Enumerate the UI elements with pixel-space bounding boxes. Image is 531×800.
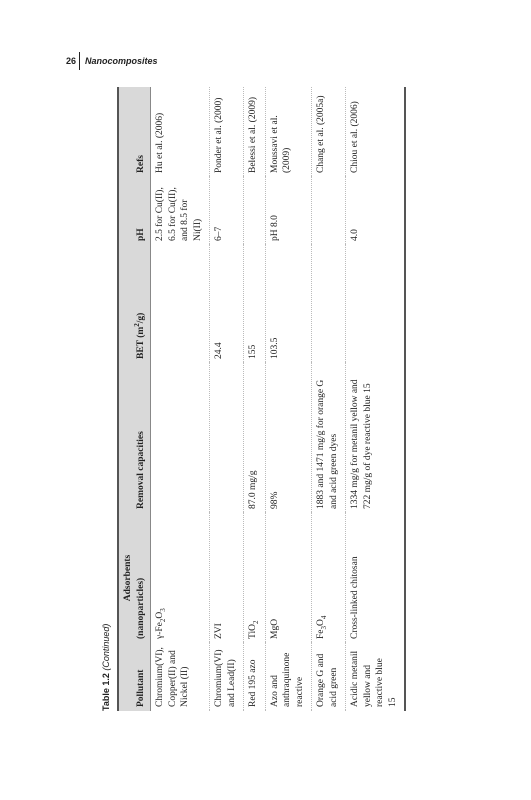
- cell-ph: pH 8.0: [265, 177, 312, 245]
- cell-adsorbent: MgO: [265, 513, 312, 643]
- cell-pollutant: Orange G and acid green: [312, 643, 346, 711]
- table-row: [346, 87, 406, 711]
- rotated-table-block: [97, 87, 437, 711]
- col-header-removal: Removal capacities: [118, 363, 151, 513]
- table-row: [312, 87, 346, 711]
- adsorbent-table: [117, 87, 406, 711]
- col-header-pollutant: Pollutant: [118, 643, 151, 711]
- cell-bet: [346, 245, 406, 363]
- table-caption: [97, 624, 115, 711]
- cell-removal: [151, 363, 210, 513]
- bet-prefix: BET (m: [135, 326, 146, 359]
- cell-pollutant: Red 195 azo: [244, 643, 266, 711]
- cell-ref: Hu et al. (2006): [151, 87, 210, 177]
- bet-sup: 2: [132, 323, 141, 327]
- header-divider: [79, 52, 80, 70]
- page-number: 26: [65, 56, 76, 66]
- cell-bet: [312, 245, 346, 363]
- cell-ph: [244, 177, 266, 245]
- cell-removal: 87.0 mg/g: [244, 363, 266, 513]
- cell-adsorbent: Cross-linked chitosan: [346, 513, 406, 643]
- col-header-bet: [118, 245, 151, 363]
- cell-pollutant: Acidic metanil yellow and reactive blue 15: [346, 643, 406, 711]
- cell-bet: 155: [244, 245, 266, 363]
- cell-adsorbent: $\gamma-Fe_2O_3$: [151, 513, 210, 643]
- cell-bet: 103.5: [265, 245, 312, 363]
- running-header: [0, 54, 531, 68]
- cell-ref: Moussavi et al. (2009): [265, 87, 312, 177]
- cell-ph: [312, 177, 346, 245]
- col-header-adsorbents-line1: Adsorbents: [123, 554, 133, 602]
- cell-removal: 1334 mg/g for metanil yellow and 722 mg/g of dye reactive blue 15: [346, 363, 406, 513]
- cell-bet: [151, 245, 210, 363]
- cell-pollutant: Chromium(VI), Copper(II) and Nickel (II): [151, 643, 210, 711]
- cell-ref: Belessi et al. (2009): [244, 87, 266, 177]
- cell-removal: [210, 363, 244, 513]
- cell-ref: Ponder et al. (2000): [210, 87, 244, 177]
- cell-removal: 1883 and 1471 mg/g for orange G and acid green dyes: [312, 363, 346, 513]
- cell-ph: 4.0: [346, 177, 406, 245]
- cell-bet: 24.4: [210, 245, 244, 363]
- table-header-row: [118, 87, 151, 711]
- cell-ph: 2.5 for Cu(II), 6.5 for Cu(II), and 8.5 for Ni(II): [151, 177, 210, 245]
- cell-ref: Chang et al. (2005a): [312, 87, 346, 177]
- cell-ref: Chiou et al. (2006): [346, 87, 406, 177]
- cell-adsorbent: ZVI: [210, 513, 244, 643]
- cell-pollutant: Azo and anthraquinone reactive: [265, 643, 312, 711]
- col-header-refs: Refs: [118, 87, 151, 177]
- bet-suffix: /g): [135, 312, 146, 324]
- table-row: [244, 87, 266, 711]
- table-row: [151, 87, 210, 711]
- col-header-adsorbents-line2: (nanoparticles): [135, 577, 146, 639]
- col-header-ph: pH: [118, 177, 151, 245]
- table-label: Table 1.2: [101, 673, 111, 711]
- cell-ph: 6–7: [210, 177, 244, 245]
- cell-adsorbent: $Fe_3O_4$: [312, 513, 346, 643]
- table-row: [265, 87, 312, 711]
- table-row: [210, 87, 244, 711]
- col-header-adsorbents: [118, 513, 151, 643]
- table-continued-note: (Continued): [101, 623, 111, 671]
- cell-pollutant: Chromium(VI) and Lead(II): [210, 643, 244, 711]
- cell-removal: 98%: [265, 363, 312, 513]
- cell-adsorbent: TiO$_2$: [244, 513, 266, 643]
- running-title: Nanocomposites: [85, 56, 158, 66]
